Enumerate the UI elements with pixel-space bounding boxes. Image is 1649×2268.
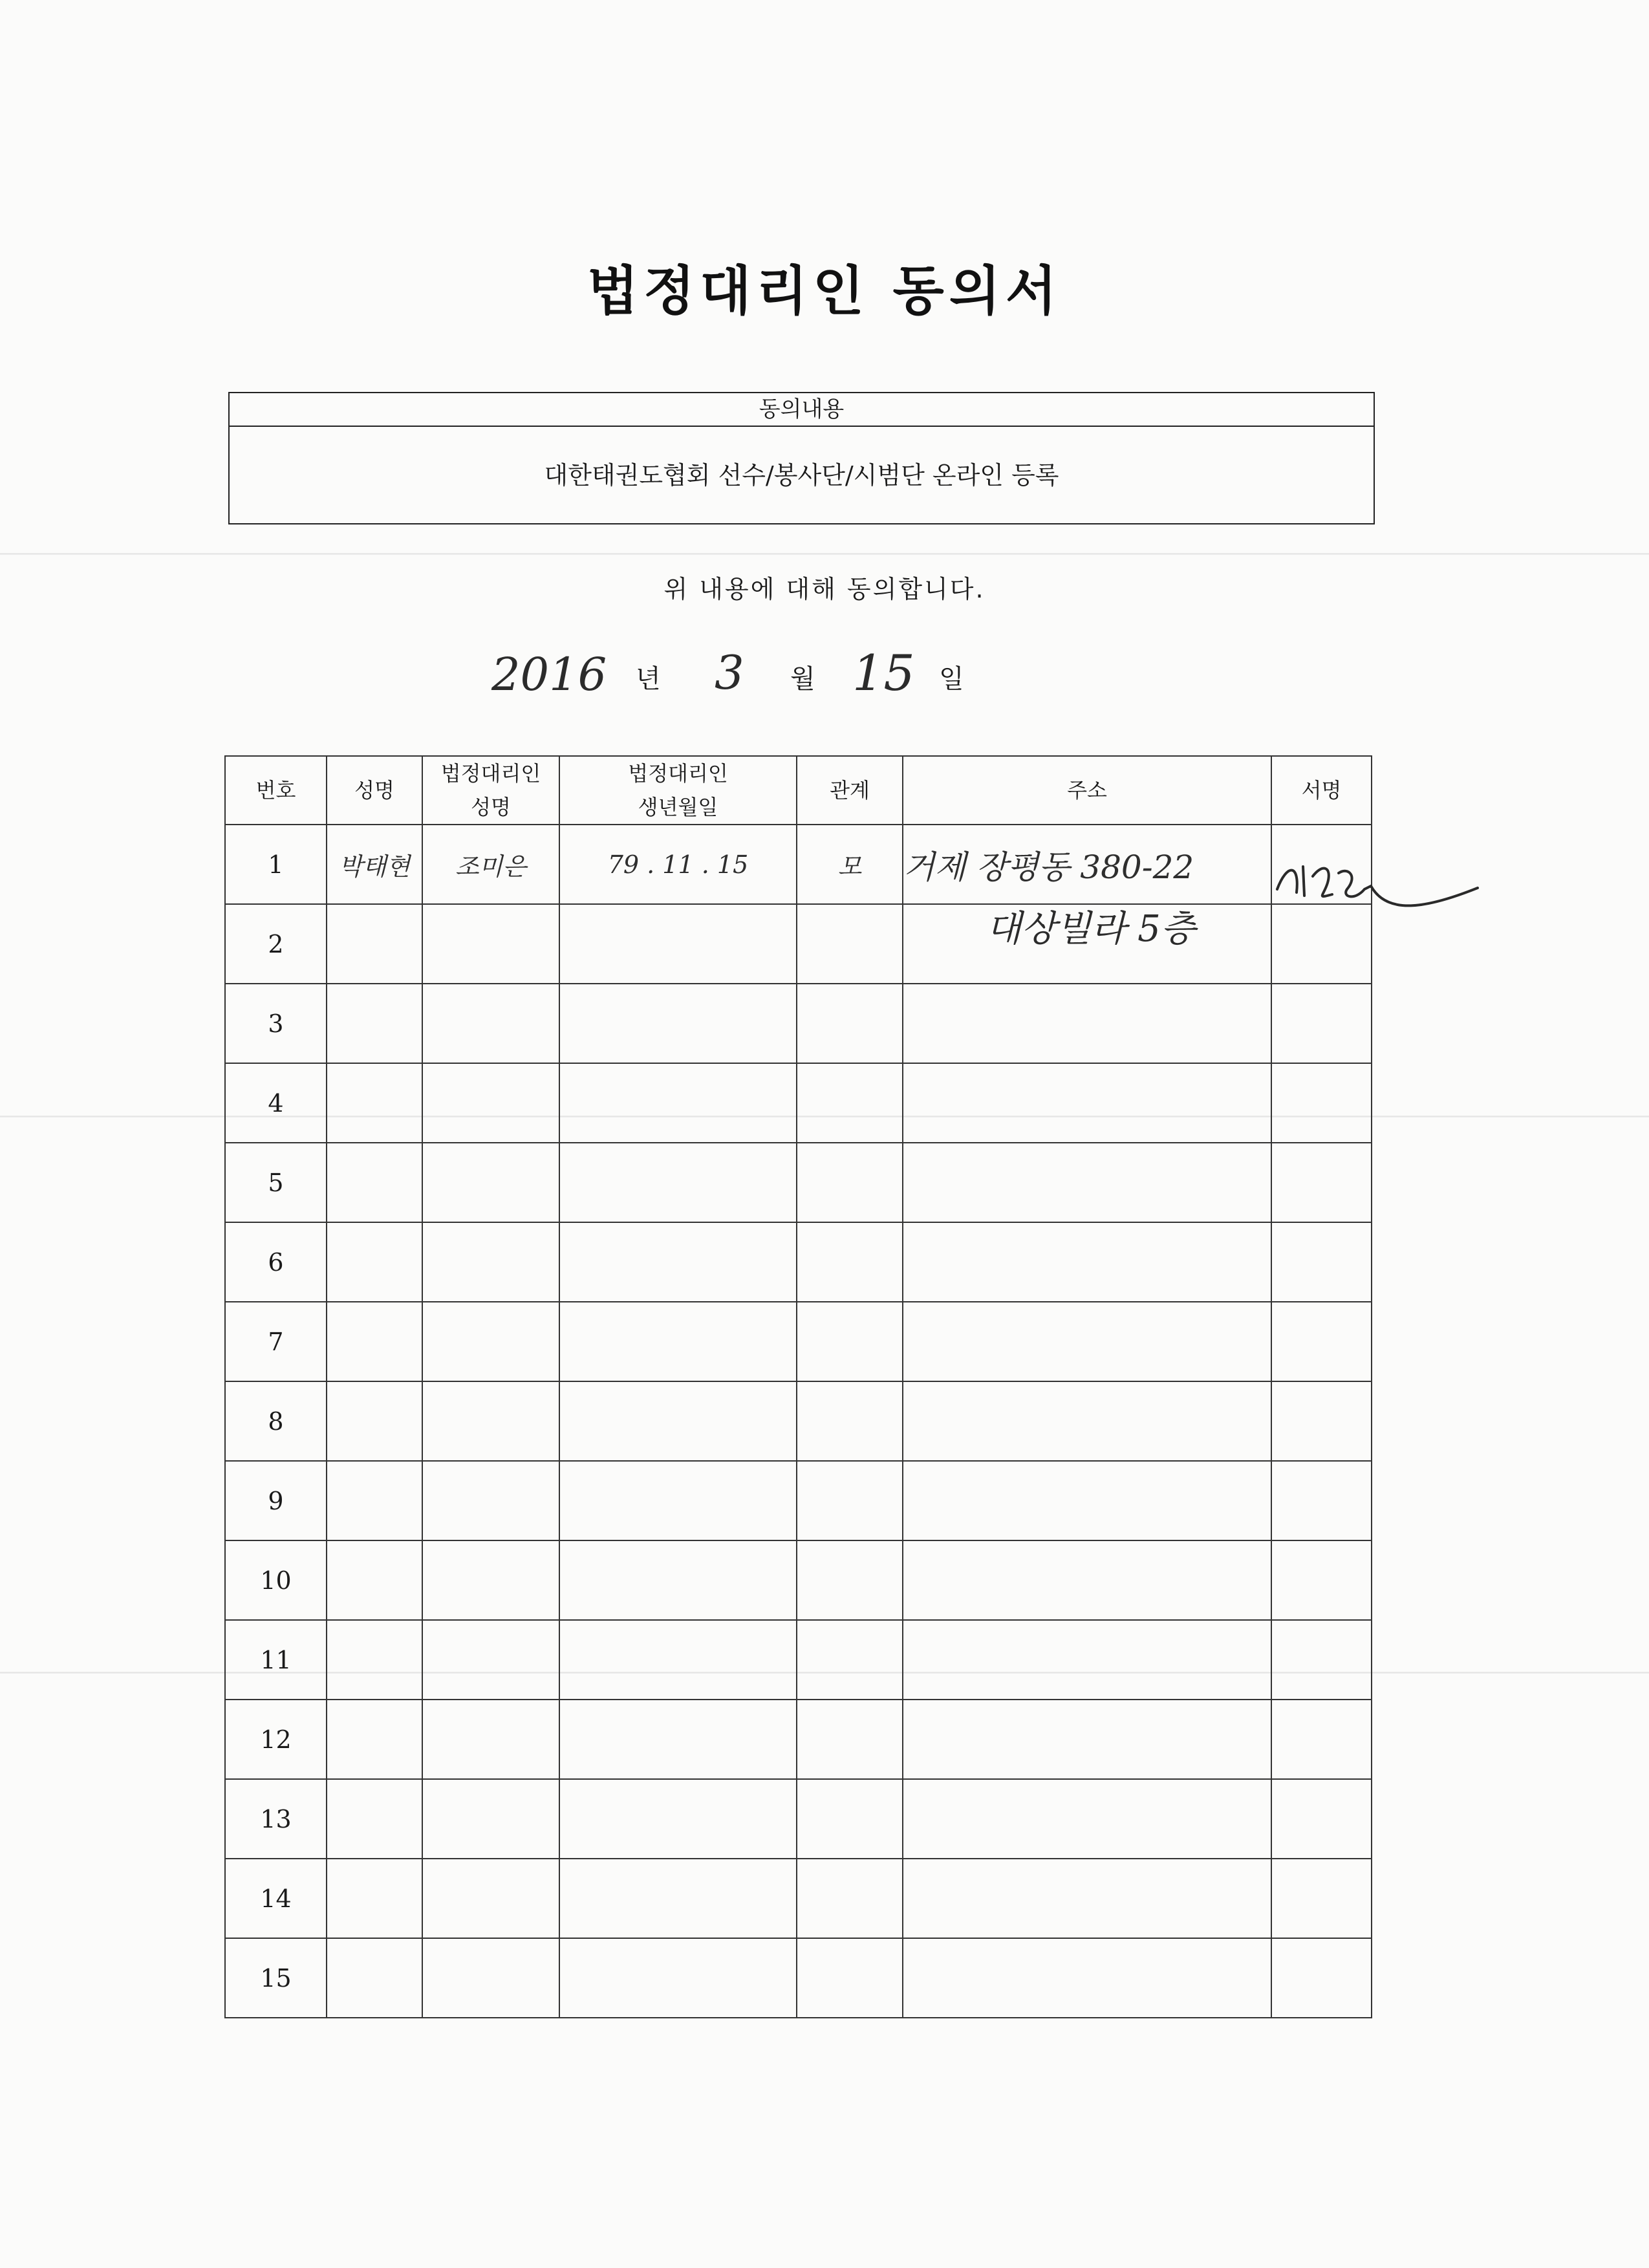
cell-guardian-birth	[559, 1381, 797, 1461]
cell-guardian-birth	[559, 1461, 797, 1540]
cell-no: 2	[225, 904, 327, 984]
cell-name	[327, 1859, 422, 1938]
cell-address	[903, 984, 1271, 1063]
cell-name	[327, 1381, 422, 1461]
registration-table	[224, 755, 1372, 2018]
cell-signature	[1271, 1938, 1372, 2018]
cell-name: 박태현	[327, 825, 422, 904]
table-header-row	[225, 756, 1372, 825]
date-row	[0, 644, 1649, 724]
cell-signature	[1271, 1700, 1372, 1779]
cell-no: 11	[225, 1620, 327, 1700]
header-guardian-birth-line2: 생년월일	[638, 795, 718, 819]
table-row	[225, 825, 1372, 904]
header-guardian-name-line2: 성명	[471, 795, 511, 819]
cell-relation	[797, 1461, 903, 1540]
table-row	[225, 1700, 1372, 1779]
cell-signature	[1271, 1461, 1372, 1540]
table-row	[225, 1540, 1372, 1620]
cell-address	[903, 1540, 1271, 1620]
cell-address	[903, 1143, 1271, 1222]
cell-guardian-name	[422, 1620, 559, 1700]
cell-guardian-name	[422, 1938, 559, 2018]
cell-guardian-birth	[559, 1540, 797, 1620]
cell-relation: 모	[797, 825, 903, 904]
cell-guardian-name	[422, 904, 559, 984]
date-day-unit: 일	[939, 664, 964, 694]
cell-name	[327, 1302, 422, 1381]
table-row	[225, 1143, 1372, 1222]
header-address: 주소	[903, 756, 1271, 825]
cell-guardian-name	[422, 1859, 559, 1938]
cell-guardian-name	[422, 1700, 559, 1779]
cell-guardian-name	[422, 1143, 559, 1222]
header-no: 번호	[225, 756, 327, 825]
cell-signature	[1271, 1620, 1372, 1700]
cell-no: 8	[225, 1381, 327, 1461]
cell-relation	[797, 1540, 903, 1620]
cell-guardian-name	[422, 984, 559, 1063]
header-guardian-birth-line1: 법정대리인	[628, 761, 728, 786]
cell-name	[327, 1461, 422, 1540]
table-row	[225, 1381, 1372, 1461]
cell-guardian-birth	[559, 1938, 797, 2018]
table-row	[225, 1063, 1372, 1143]
cell-guardian-name	[422, 1461, 559, 1540]
cell-guardian-birth	[559, 1143, 797, 1222]
cell-guardian-name	[422, 1381, 559, 1461]
cell-no: 14	[225, 1859, 327, 1938]
date-day: 15	[852, 644, 915, 702]
cell-signature	[1271, 1302, 1372, 1381]
date-month: 3	[715, 645, 744, 700]
consent-box-header: 동의내용	[230, 393, 1374, 427]
cell-name	[327, 1222, 422, 1302]
date-year: 2016	[491, 648, 607, 701]
cell-guardian-name	[422, 1222, 559, 1302]
consent-box-content: 대한태권도협회 선수/봉사단/시범단 온라인 등록	[544, 461, 1059, 490]
cell-guardian-birth: 79 . 11 . 15	[559, 825, 797, 904]
cell-no: 5	[225, 1143, 327, 1222]
consent-box	[228, 392, 1375, 524]
cell-relation	[797, 904, 903, 984]
cell-no: 15	[225, 1938, 327, 2018]
cell-relation	[797, 1859, 903, 1938]
cell-relation	[797, 1143, 903, 1222]
header-guardian-name-line1: 법정대리인	[440, 761, 541, 786]
cell-signature	[1271, 1859, 1372, 1938]
cell-guardian-name	[422, 1540, 559, 1620]
cell-name	[327, 1620, 422, 1700]
cell-guardian-birth	[559, 1222, 797, 1302]
cell-name	[327, 1938, 422, 2018]
table-row	[225, 1859, 1372, 1938]
header-signature: 서명	[1271, 756, 1372, 825]
cell-relation	[797, 1222, 903, 1302]
cell-name	[327, 1143, 422, 1222]
cell-no: 13	[225, 1779, 327, 1859]
address-line2: 대상빌라 5층	[986, 908, 1196, 950]
cell-guardian-birth	[559, 1620, 797, 1700]
cell-relation	[797, 984, 903, 1063]
table-row	[225, 904, 1372, 984]
table-row	[225, 1620, 1372, 1700]
cell-relation	[797, 1063, 903, 1143]
cell-address	[903, 1063, 1271, 1143]
table-row	[225, 1461, 1372, 1540]
agreement-text: 위 내용에 대해 동의합니다.	[663, 575, 986, 603]
cell-no: 4	[225, 1063, 327, 1143]
cell-relation	[797, 1302, 903, 1381]
cell-signature	[1271, 1381, 1372, 1461]
cell-name	[327, 904, 422, 984]
cell-address	[903, 1700, 1271, 1779]
cell-address	[903, 1381, 1271, 1461]
table-row	[225, 984, 1372, 1063]
table-row	[225, 1222, 1372, 1302]
handwritten-signature	[1271, 837, 1484, 941]
cell-no: 1	[225, 825, 327, 904]
cell-signature	[1271, 1063, 1372, 1143]
table-row	[225, 1302, 1372, 1381]
cell-name	[327, 1540, 422, 1620]
cell-guardian-birth	[559, 1063, 797, 1143]
paper-fold-line	[0, 553, 1649, 555]
cell-no: 10	[225, 1540, 327, 1620]
cell-address	[903, 1779, 1271, 1859]
date-month-unit: 월	[790, 664, 815, 694]
cell-name	[327, 984, 422, 1063]
cell-address	[903, 1302, 1271, 1381]
cell-address	[903, 1222, 1271, 1302]
cell-guardian-birth	[559, 1700, 797, 1779]
cell-relation	[797, 1938, 903, 2018]
cell-relation	[797, 1620, 903, 1700]
cell-no: 3	[225, 984, 327, 1063]
cell-name	[327, 1063, 422, 1143]
cell-address	[903, 1938, 1271, 2018]
cell-name	[327, 1700, 422, 1779]
cell-address: 거제 장평동 380-22	[903, 825, 1271, 904]
cell-guardian-name	[422, 1063, 559, 1143]
table-row	[225, 1938, 1372, 2018]
header-relation: 관계	[797, 756, 903, 825]
cell-no: 7	[225, 1302, 327, 1381]
header-name: 성명	[327, 756, 422, 825]
cell-no: 9	[225, 1461, 327, 1540]
cell-relation	[797, 1381, 903, 1461]
cell-guardian-name	[422, 1302, 559, 1381]
cell-relation	[797, 1779, 903, 1859]
cell-no: 6	[225, 1222, 327, 1302]
cell-address	[903, 1461, 1271, 1540]
header-guardian-birth	[559, 756, 797, 825]
cell-address	[903, 1620, 1271, 1700]
cell-guardian-birth	[559, 904, 797, 984]
cell-signature	[1271, 1540, 1372, 1620]
cell-guardian-name: 조미은	[422, 825, 559, 904]
header-guardian-name	[422, 756, 559, 825]
cell-signature	[1271, 1143, 1372, 1222]
cell-guardian-birth	[559, 1302, 797, 1381]
cell-signature	[1271, 1779, 1372, 1859]
document-title: 법정대리인 동의서	[587, 261, 1062, 322]
cell-no: 12	[225, 1700, 327, 1779]
date-year-unit: 년	[636, 664, 661, 694]
cell-guardian-name	[422, 1779, 559, 1859]
cell-guardian-birth	[559, 1779, 797, 1859]
cell-name	[327, 1779, 422, 1859]
cell-signature	[1271, 984, 1372, 1063]
cell-guardian-birth	[559, 984, 797, 1063]
table-row	[225, 1779, 1372, 1859]
cell-signature	[1271, 1222, 1372, 1302]
cell-relation	[797, 1700, 903, 1779]
cell-guardian-birth	[559, 1859, 797, 1938]
cell-address	[903, 1859, 1271, 1938]
